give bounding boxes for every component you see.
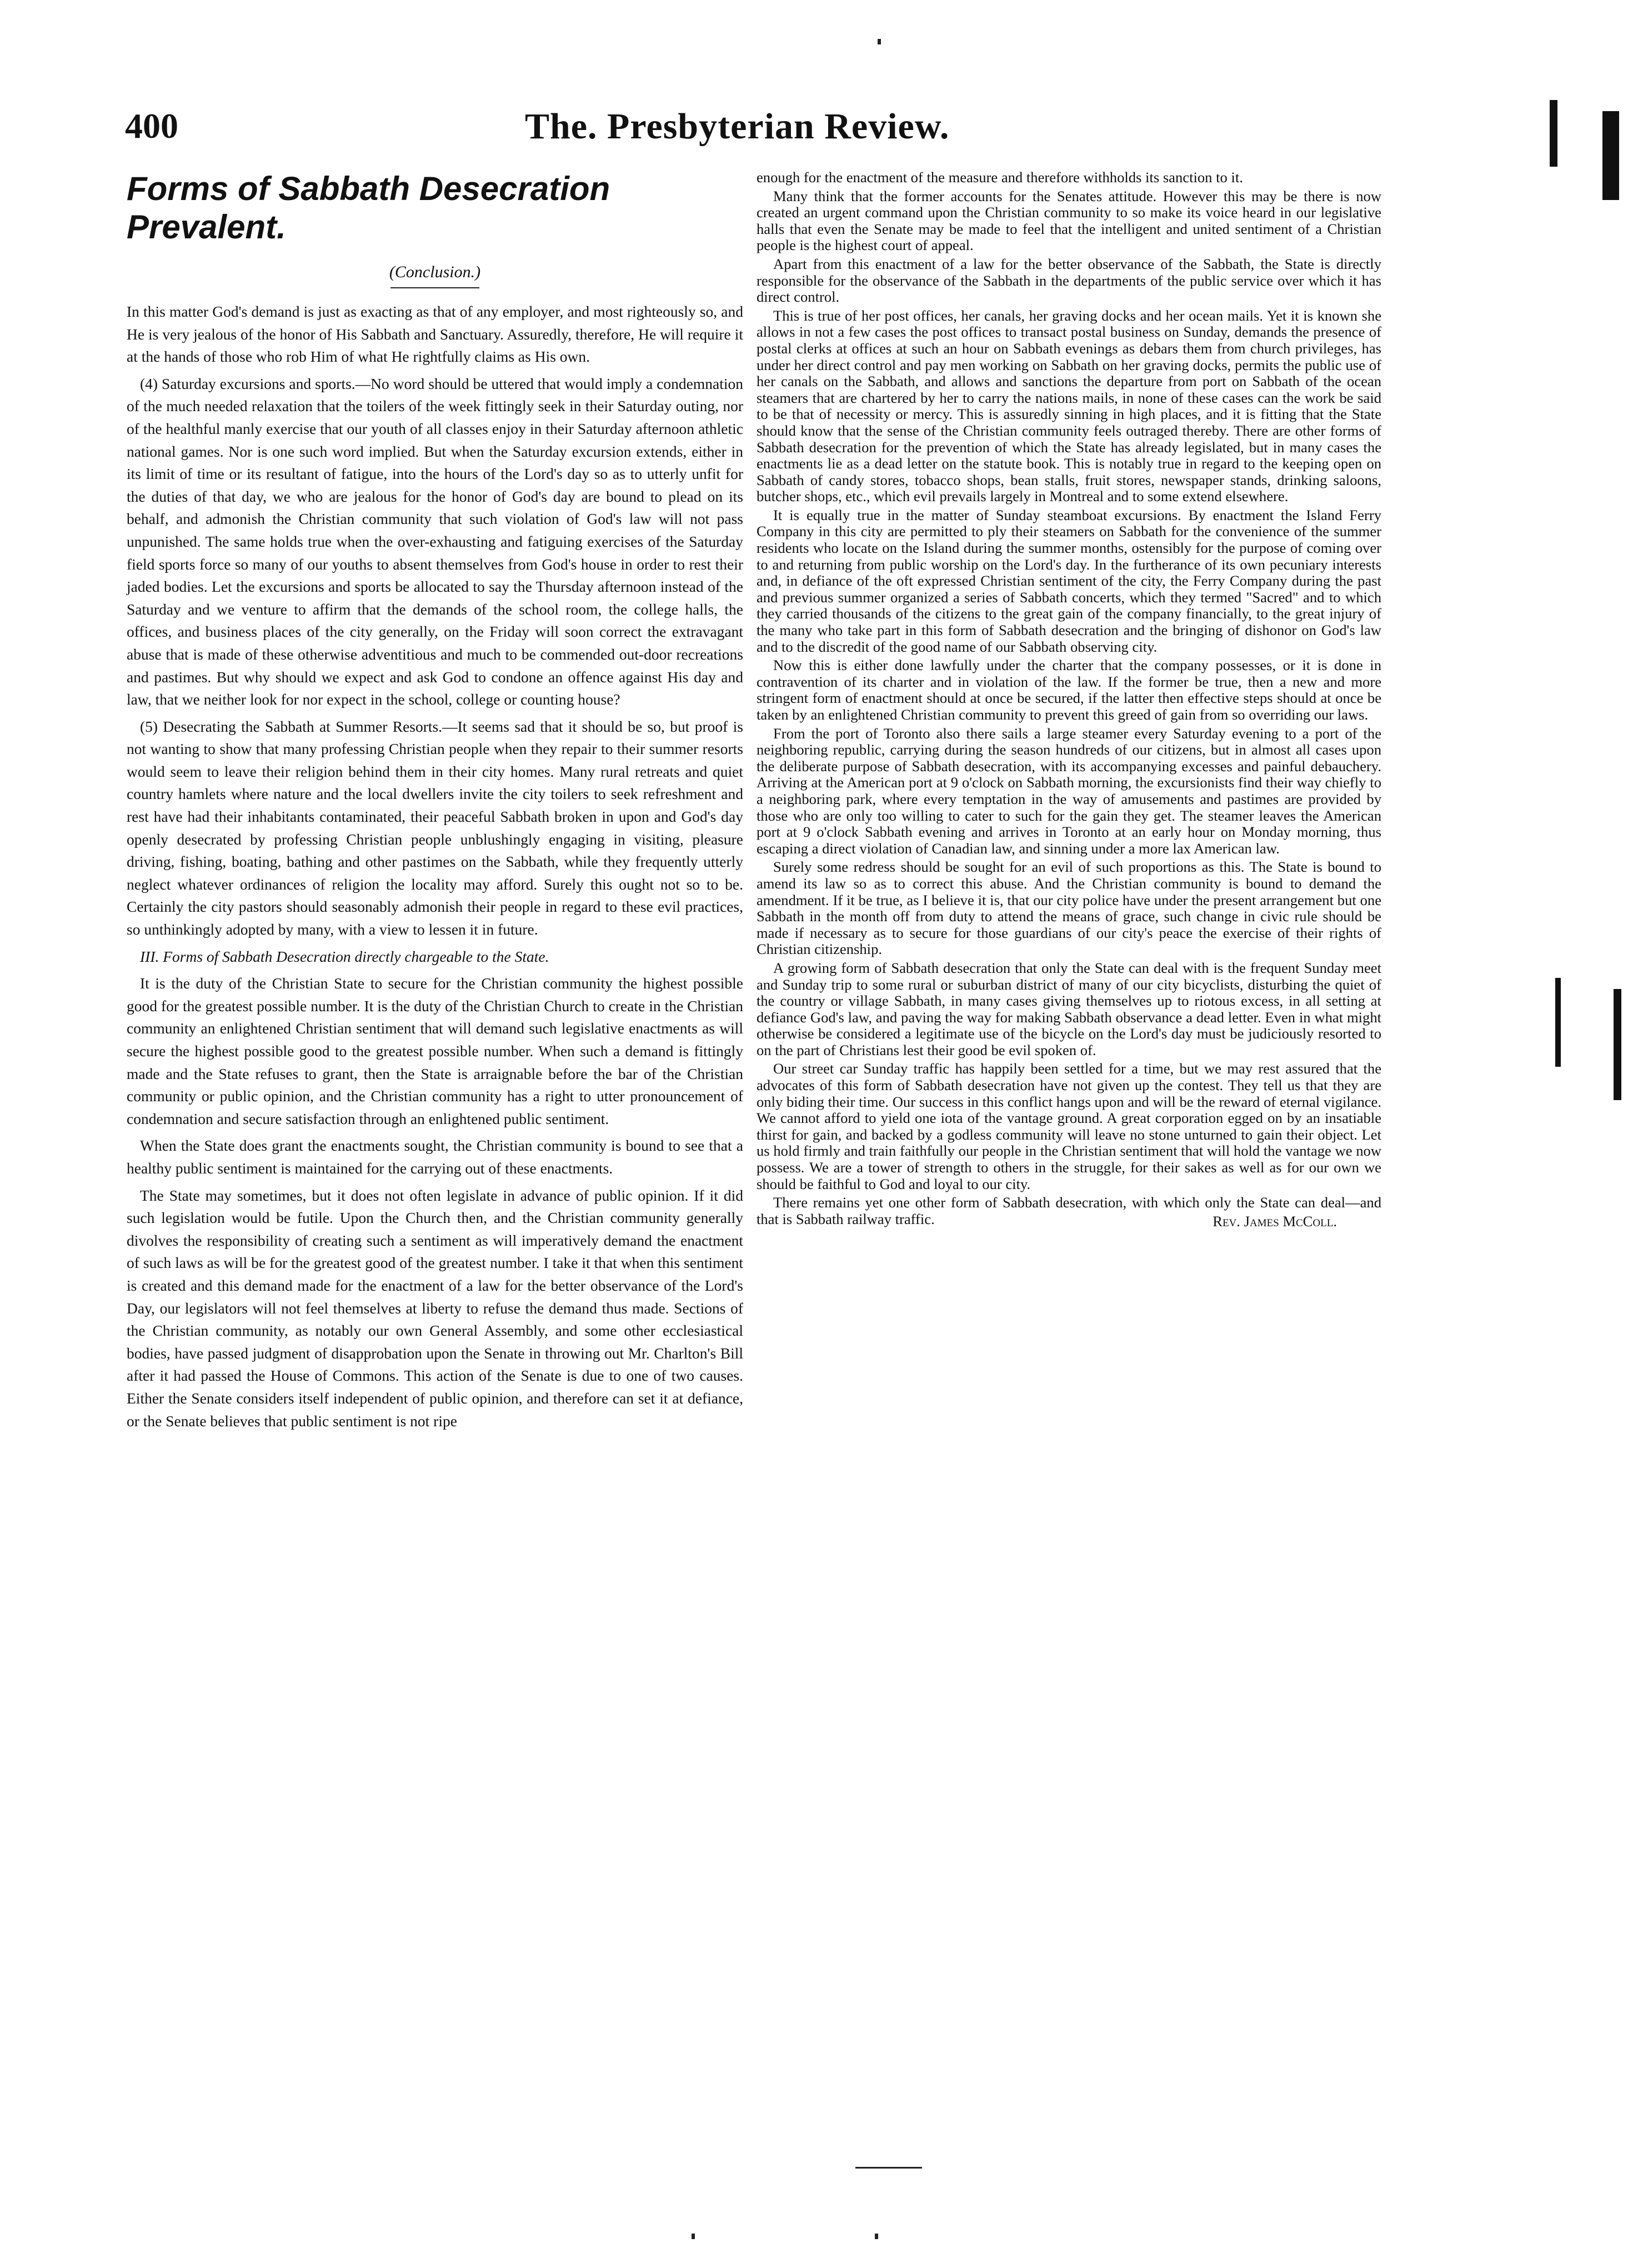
author-signature: Rev. James McColl. [1213, 1213, 1337, 1230]
page-header [125, 106, 1386, 156]
right-paragraph: Surely some redress should be sought for an evil of such proportions as this. The State is bound to amend its law so as to correct this abuse. And the Christian community is bound to demand the amendment. If it be true, as I believe it is, that our city police have under the present arrangement but one Sabbath in the month off from duty to attend the means of grace, such change in civic rule should be made if necessary as to secure for those guardians of our city's peace the exercise of their rights of Christian citizenship. [757, 858, 1381, 958]
journal-title: The. Presbyterian Review. [525, 106, 950, 147]
right-paragraph: enough for the enactment of the measure and therefore withholds its sanction to it. [757, 169, 1243, 186]
left-paragraph: In this matter God's demand is just as exacting as that of any employer, and most righteously so, and He is very jealous of the honor of His Sabbath and Sanctuary. Assuredly, therefore, He will require it at the hands of those who rob Him of what He rightfully claims as His own. [127, 303, 743, 366]
scan-edge-mark [1602, 111, 1619, 200]
right-paragraph: There remains yet one other form of Sabbath desecration, with which only the State can deal—and that is Sabbath railway traffic. [757, 1194, 1381, 1227]
left-column [127, 169, 743, 1437]
right-paragraph: It is equally true in the matter of Sunday steamboat excursions. By enactment the Island Ferry Company in this city are permitted to ply their steamers on Sabbath for the convenience of the summer residents who locate on the Island during the summer months, ostensibly for the purpose of coming over to and returning from public worship on the Lord's day. In the furtherance of its own pecuniary interests and, in defiance of the oft expressed Christian sentiment of the city, the Ferry Company during the past and previous summer organized a series of Sabbath concerts, which they termed "Sacred" and to which they carried thousands of the citizens to the great gain of the company financially, to the great injury of the many who take part in this form of Sabbath desecration and the bringing of dishonor on God's law and to the discredit of the good name of our Sabbath observing city. [757, 506, 1381, 655]
left-paragraph: (4) Saturday excursions and sports.—No word should be uttered that would imply a condemnation of the much needed relaxation that the toilers of the week fittingly seek in their Saturday outing, nor of the healthful manly exercise that our youth of all classes enjoy in their Saturday afternoon athletic national games. Nor is one such word implied. But when the Saturday excursion extends, either in its limit of time or its resultant of fatigue, into the hours of the Lord's day so as to utterly unfit for the duties of that day, we who are jealous for the honor of God's day are bound to plead on its behalf, and admonish the Christian community that such violation of God's law will not pass unpunished. The same holds true when the over-exhausting and fatiguing exercises of the Saturday field sports force so many of our youths to absent themselves from God's house in order to rest their jaded bodies. Let the excursions and sports be allocated to say the Thursday afternoon instead of the Saturday and we venture to affirm that the demands of the school room, the college halls, the offices, and business places of the city generally, on the Friday will soon correct the extravagant abuse that is made of these otherwise adventitious and much to be commended out-door recreations and pastimes. But why should we expect and ask God to condone an offence against His day and law, that we neither look for nor expect in the school, college or counting house? [127, 374, 743, 708]
scan-edge-mark [1550, 100, 1557, 167]
article-title: Forms of Sabbath Desecration Prevalent. [127, 170, 610, 246]
scan-dot [875, 2234, 878, 2239]
scan-dot [692, 2234, 695, 2239]
section-heading: III. Forms of Sabbath Desecration directly chargeable to the State. [140, 947, 549, 965]
right-paragraph: Many think that the former accounts for the Senates attitude. However this may be there is now created an urgent command upon the Christian community to so make its voice heard in our legislative halls that even the Senate may be made to feel that the intelligent and united sentiment of a Christian people is the highest court of appeal. [757, 187, 1381, 254]
page-number: 400 [125, 106, 178, 146]
right-paragraph: Apart from this enactment of a law for the better observance of the Sabbath, the State is directly responsible for the observance of the Sabbath in the departments of the public service over which it has direct control. [757, 255, 1381, 306]
left-paragraph: It is the duty of the Christian State to secure for the Christian community the highest possible good for the greatest possible number. It is the duty of the Christian Church to create in the Christian community an enlightened Christian sentiment that will demand such legislative enactments as will secure the highest possible good to the greatest possible number. When such a demand is fittingly made and the State refuses to grant, then the State is arraignable before the bar of the Christian community or public opinion, and the Christian community has a right to utter pronouncement of condemnation and secure satisfaction through an enlightened public sentiment. [127, 975, 743, 1127]
right-column [757, 169, 1381, 1230]
left-paragraph: When the State does grant the enactments sought, the Christian community is bound to see that a healthy public sentiment is maintained for the carrying out of these enactments. [127, 1137, 743, 1177]
right-paragraph: This is true of her post offices, her canals, her graving docks and her ocean mails. Yet it is known she allows in not a few cases the post offices to transact postal business on Sunday, demands the presence of postal clerks at offices at such an hour on Sabbath evenings as debars them from church privileges, has under her direct control and pay men working on Sabbath on her graving docks, permits the public use of her canals on the Sabbath, and allows and sanctions the departure from port on Sabbath of the ocean steamers that are chartered by her to carry the nations mails, in none of these cases can the work be said to be that of necessity or mercy. This is assuredly sinning in high places, and it is fitting that the State should know that the sense of the Christian community feels outraged thereby. There are other forms of Sabbath desecration for the prevention of which the State has already legislated, but in many cases the enactments lie as a dead letter on the statute book. This is notably true in regard to the keeping open on Sabbath of candy stores, tobacco shops, bean stalls, fruit stores, newspaper stands, drinking saloons, butcher shops, etc., which evil prevails largely in Montreal and to some extend elsewhere. [757, 307, 1381, 505]
left-paragraph: The State may sometimes, but it does not often legislate in advance of public opinion. If it did such legislation would be futile. Upon the Church then, and the Christian community generally divolves the responsibility of creating such a sentiment as will imperatively demand the enactment of such laws as will be for the greatest good of the greatest number. I take it that when this sentiment is created and this demand made for the enactment of a law for the better observance of the Lord's Day, our legislators will not feel themselves at liberty to refuse the demand thus made. Sections of the Christian community, as notably our own General Assembly, and some other ecclesiastical bodies, have passed judgment of disapprobation upon the Senate in throwing out Mr. Charlton's Bill after it had passed the House of Commons. This action of the Senate is due to one of two causes. Either the Senate considers itself independent of public opinion, and therefore can set it at defiance, or the Senate believes that public sentiment is not ripe [127, 1186, 743, 1430]
scan-edge-mark [1555, 978, 1561, 1067]
right-paragraph: From the port of Toronto also there sails a large steamer every Saturday evening to a port of the neighboring republic, carrying during the season hundreds of our citizens, but in almost all cases upon the deliberate purpose of Sabbath desecration, with its accompanying excesses and painful debauchery. Arriving at the American port at 9 o'clock on Sabbath morning, the excursionists find their way chiefly to a neighboring park, where every temptation in the way of amusements and pastimes are provided by those who are only too willing to cater to such for the gain they get. The steamer leaves the American port at 9 o'clock Sabbath evening and arrives in Toronto at an early hour on Monday morning, thus escaping a direct violation of Canadian law, and sinning under a more lax American law. [757, 725, 1381, 857]
bottom-rule [855, 2167, 922, 2169]
article-subtitle: (Conclusion.) [389, 263, 481, 281]
title-divider [390, 287, 479, 288]
right-paragraph: Now this is either done lawfully under the charter that the company possesses, or it is done in contravention of its charter and in violation of the law. If the former be true, then a new and more stringent form of enactment should at once be secured, if the latter then effective steps should at once be taken by an enlightened Christian community to prevent this greed of gain from so overriding our laws. [757, 657, 1381, 723]
right-paragraph: A growing form of Sabbath desecration that only the State can deal with is the frequent Sunday meet and Sunday trip to some rural or suburban district of many of our city bicyclists, disturbing the quiet of the country or village Sabbath, in many cases giving themselves up to riotous excess, in all setting at defiance God's law, and paving the way for making Sabbath observance a dead letter. Even in what might otherwise be considered a legitimate use of the bicycle on the Lord's day must be judiciously resorted to on the part of Christians lest their good be evil spoken of. [757, 959, 1381, 1058]
left-paragraph: (5) Desecrating the Sabbath at Summer Resorts.—It seems sad that it should be so, but proof is not wanting to show that many professing Christian people when they repair to their summer resorts would seem to leave their religion behind them in their city homes. Many rural retreats and quiet country hamlets where nature and the local dwellers invite the city toilers to seek refreshment and rest have had their inhabitants contaminated, their peaceful Sabbath broken in upon and God's day openly desecrated by professing Christian people unblushingly engaging in visiting, pleasure driving, fishing, boating, bathing and other pastimes on the Sabbath, while they frequently utterly neglect whatever ordinances of religion the locality may afford. Surely this ought not so to be. Certainly the city pastors should seasonably admonish their people in regard to these evil practices, so unthinkingly adopted by many, with a view to lessen it in future. [127, 717, 743, 938]
scan-dot [878, 39, 881, 44]
right-paragraph: Our street car Sunday traffic has happily been settled for a time, but we may rest assured that the advocates of this form of Sabbath desecration have not given up the contest. They tell us that they are only biding their time. Our success in this conflict hangs upon and will be the reward of eternal vigilance. We cannot afford to yield one iota of the vantage ground. A great corporation egged on by an insatiable thirst for gain, and backed by a godless community will leave no stone unturned to gain their object. Let us hold firmly and train faithfully our people in the Christian sentiment that will hold the vantage we now possess. We are a tower of strength to others in the struggle, for their sakes as well as for our own we should be faithful to God and loyal to our city. [757, 1060, 1381, 1192]
scan-edge-mark [1614, 989, 1621, 1100]
